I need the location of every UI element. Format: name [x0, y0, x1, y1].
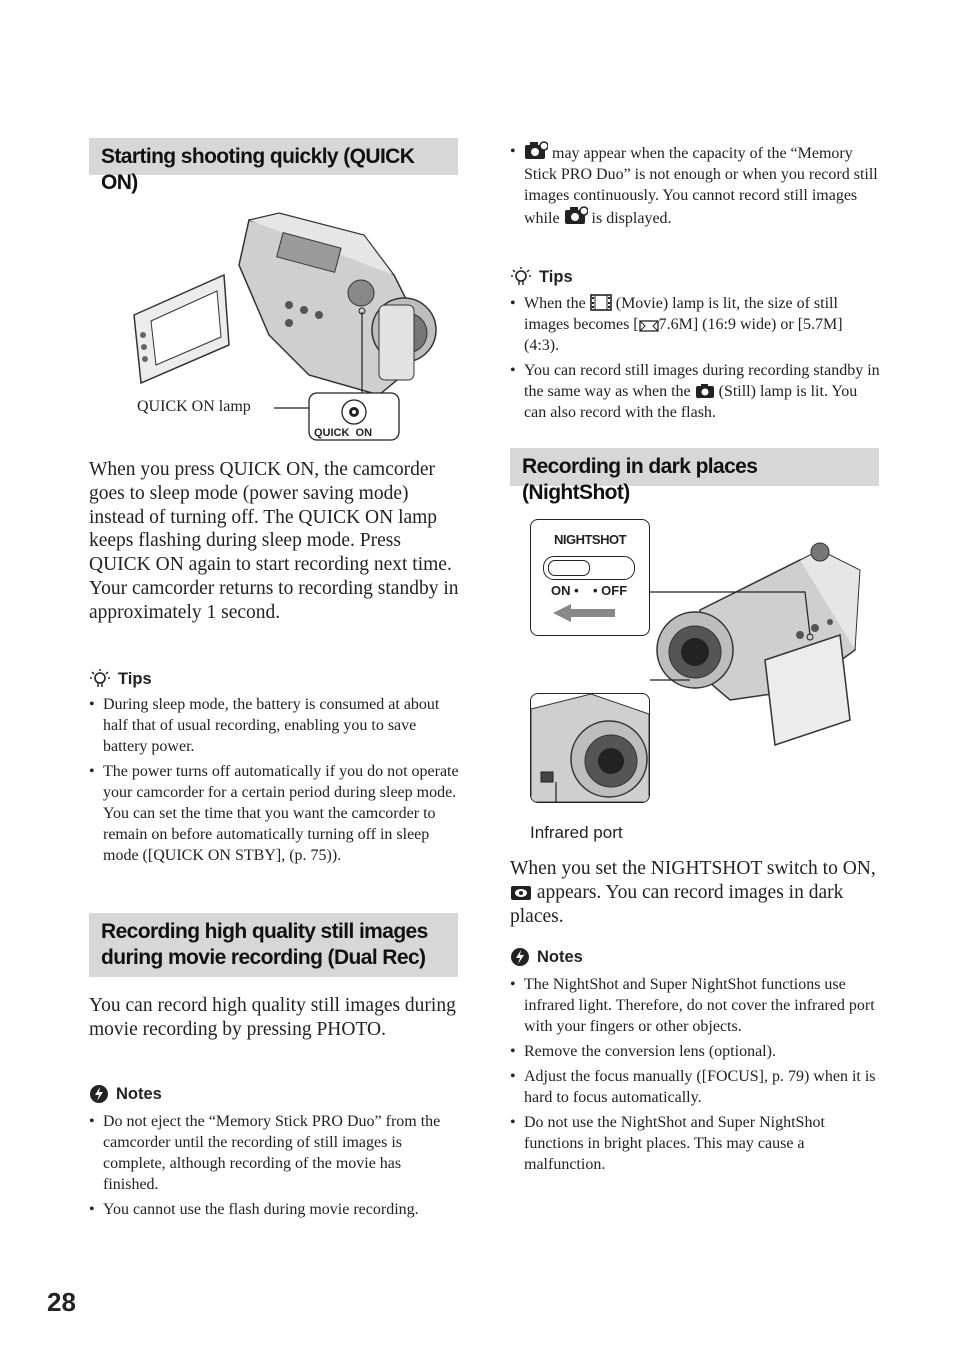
section-heading-dual-rec	[89, 913, 458, 977]
infrared-port-inset	[530, 693, 650, 803]
movie-icon	[590, 294, 612, 311]
quick-on-lamp-label: QUICK ON lamp	[137, 398, 251, 415]
notes-heading-1	[89, 1084, 162, 1104]
notes-list-2	[510, 974, 880, 1179]
tips-label: Tips	[118, 669, 152, 688]
section-title-line-1: Recording high quality still images	[101, 920, 428, 943]
switch-off-label: • OFF	[593, 583, 628, 598]
notes-heading-2	[510, 947, 583, 967]
nightshot-switch-inset	[530, 519, 650, 636]
warning-text-b: is displayed.	[591, 210, 672, 227]
busy-camera-icon	[524, 141, 548, 161]
section-title-line-2: during movie recording (Dual Rec)	[101, 946, 426, 969]
lightbulb-icon	[510, 266, 532, 288]
section-title: Starting shooting quickly (QUICK ON)	[101, 145, 415, 194]
page-number: 28	[47, 1287, 76, 1317]
nightshot-indicator-icon	[510, 885, 532, 901]
lens-closeup-illustration	[531, 694, 649, 802]
section-heading-quick-on	[89, 138, 458, 194]
busy-camera-icon	[564, 206, 588, 226]
list-item: • Adjust the focus manually ([FOCUS], p. 79) when it is hard to focus automatically.	[510, 1066, 880, 1108]
nightshot-body-text: When you set the NIGHTSHOT switch to ON, appears. You can record images in dark places.	[510, 858, 876, 927]
camcorder-nightshot-illustration	[650, 540, 880, 750]
list-item: • When the (Movie) lamp is lit, the size of still images becomes [ 7.6M] (16:9 wide) or [5.7M] (4:3).	[510, 293, 880, 356]
section-heading-nightshot	[510, 448, 879, 504]
notes-label: Notes	[537, 947, 583, 966]
section-title: Recording in dark places (NightShot)	[522, 455, 758, 504]
warning-text-a: may appear when the capacity of the “Memory Stick PRO Duo” is not enough or when you record still images continuously. You cannot record still images while	[524, 145, 878, 227]
wide-aspect-icon	[639, 320, 659, 332]
tips-list-1	[89, 694, 459, 870]
list-item: • During sleep mode, the battery is consumed at about half that of usual recording, enabling you to save battery power.	[89, 694, 459, 757]
list-item: • You can record still images during recording standby in the same way as when the (Still) lamp is lit. You can also record with the flash.	[510, 360, 880, 423]
notes-icon	[510, 947, 530, 967]
lightbulb-icon	[89, 668, 111, 690]
dual-rec-body-text: You can record high quality still images during movie recording by pressing PHOTO.	[89, 995, 456, 1040]
notes-label: Notes	[116, 1084, 162, 1103]
list-item: • Do not eject the “Memory Stick PRO Duo” from the camcorder until the recording of still images is complete, although recording of the movie has finished.	[89, 1111, 459, 1195]
list-item: • The power turns off automatically if you do not operate your camcorder for a certain period during sleep mode. You can set the time that you want the camcorder to remain on before automatically turning off in sleep mode ([QUICK ON STBY], (p. 75)).	[89, 761, 459, 866]
switch-title: NIGHTSHOT	[553, 532, 627, 547]
quick-on-body-text: When you press QUICK ON, the camcorder goes to sleep mode (power saving mode) instead of turning off. The QUICK ON lamp keeps flashing during sleep mode. Press QUICK ON again to start recording next time. Your camcorder returns to recording standby in approximately 1 second.	[89, 459, 459, 623]
list-item: • Remove the conversion lens (optional).	[510, 1041, 880, 1062]
notes-list-1	[89, 1111, 459, 1224]
capacity-warning-list	[510, 141, 880, 233]
still-camera-icon	[695, 383, 715, 399]
switch-knob	[548, 560, 590, 576]
tips-label: Tips	[539, 267, 573, 286]
notes-icon	[89, 1084, 109, 1104]
list-item: • You cannot use the flash during movie recording.	[89, 1199, 459, 1220]
list-item: • The NightShot and Super NightShot functions use infrared light. Therefore, do not cover the infrared port with your fingers or other objects.	[510, 974, 880, 1037]
infrared-port-label: Infrared port	[530, 823, 623, 842]
arrow-left-icon	[553, 604, 617, 622]
tips-list-2	[510, 293, 880, 427]
tips-heading-2	[510, 266, 573, 288]
quick-on-button-label: QUICK ON	[314, 427, 373, 439]
switch-track	[543, 556, 635, 580]
tips-heading-1	[89, 668, 152, 690]
switch-on-label: ON •	[551, 583, 579, 598]
list-item	[510, 141, 880, 229]
list-item: • Do not use the NightShot and Super NightShot functions in bright places. This may cause a malfunction.	[510, 1112, 880, 1175]
